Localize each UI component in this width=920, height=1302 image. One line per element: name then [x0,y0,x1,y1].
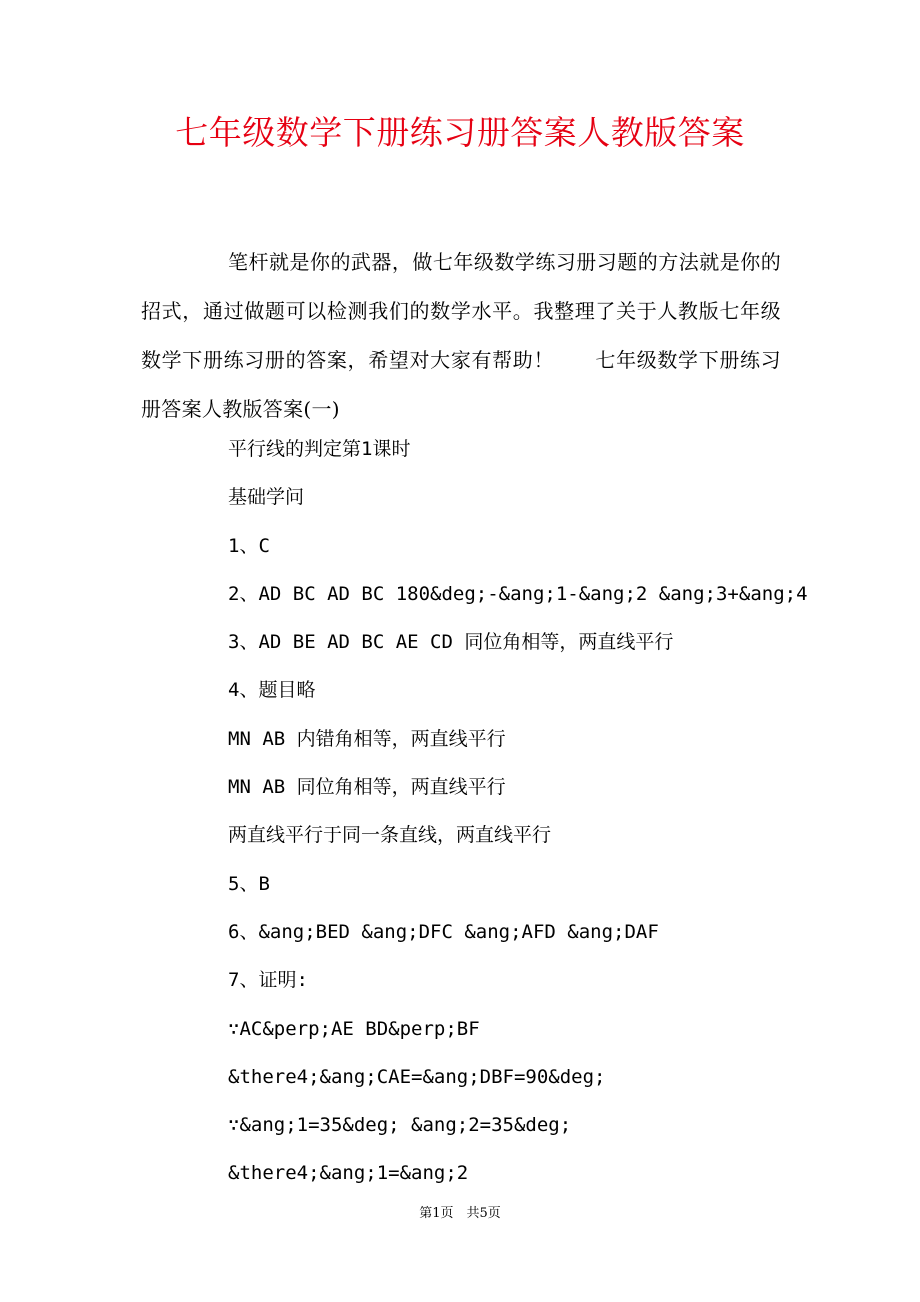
answer-line: &there4;&ang;CAE=&ang;DBF=90&deg; [228,1065,606,1088]
intro-paragraph: 笔杆就是你的武器，做七年级数学练习册习题的方法就是你的招式，通过做题可以检测我们的数学水平。我整理了关于人教版七年级数学下册练习册的答案，希望对大家有帮助！ 七年级数学下册练习册答案人教版答案(一) [141,250,781,421]
answer-line: 1、C [228,534,270,557]
document-title: 七年级数学下册练习册答案人教版答案 [175,113,745,152]
answer-line: MN AB 同位角相等，两直线平行 [228,776,506,799]
answer-line: ∵&ang;1=35&deg; &ang;2=35&deg; [228,1114,572,1137]
answer-line: 平行线的判定第1课时 [228,438,411,460]
answer-line: 3、AD BE AD BC AE CD 同位角相等，两直线平行 [228,631,674,654]
answer-line: 7、证明: [228,969,308,992]
answer-line: 两直线平行于同一条直线，两直线平行 [228,824,552,847]
answer-line: 2、AD BC AD BC 180&deg;-&ang;1-&ang;2 &ang;3+&ang;4 [228,582,808,605]
answer-line: 6、&ang;BED &ang;DFC &ang;AFD &ang;DAF [228,920,659,943]
answer-line: 5、B [228,872,270,895]
answer-list [228,427,808,1200]
page-footer: 第1页 共5页 [419,1206,501,1221]
answer-line: ∵AC&perp;AE BD&perp;BF [228,1017,480,1040]
answer-line: MN AB 内错角相等，两直线平行 [228,727,506,750]
answer-line: &there4;&ang;1=&ang;2 [228,1162,469,1185]
answer-line: 基础学问 [228,486,305,509]
answer-line: 4、题目略 [228,679,316,702]
